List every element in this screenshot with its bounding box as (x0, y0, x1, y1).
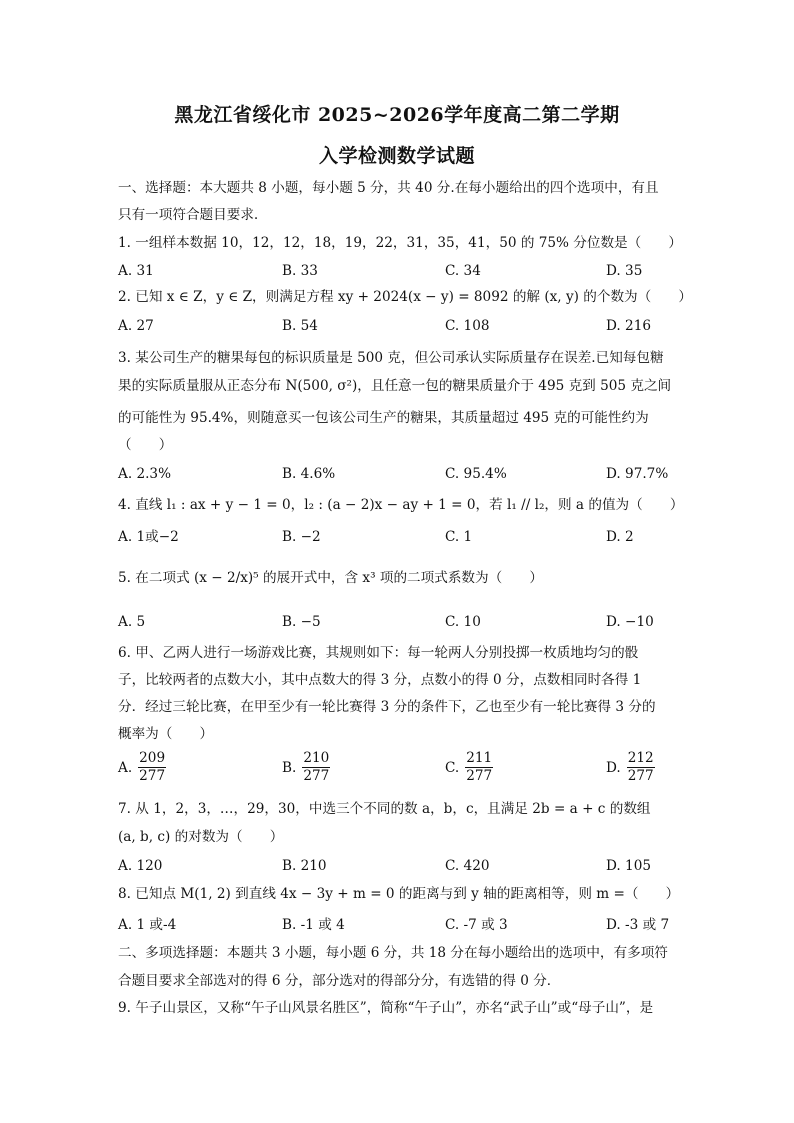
q5-option-d: D. −10 (606, 614, 654, 630)
question-4-text: 4. 直线 l₁ : ax + y − 1 = 0，l₂ : (a − 2)x − ay + 1 = 0，若 l₁ // l₂，则 a 的值为（ ） (118, 497, 684, 513)
q3-option-c: C. 95.4% (445, 466, 507, 482)
section1-instructions-line1: 一、选择题：本大题共 8 小题，每小题 5 分，共 40 分.在每小题给出的四个选项中，有且 (118, 180, 659, 196)
q3-option-a: A. 2.3% (118, 466, 171, 482)
q4-option-a: A. 1或−2 (118, 529, 179, 545)
question-7-line2: (a, b, c) 的对数为（ ） (118, 829, 284, 845)
q6-option-b-label: B. (282, 759, 297, 776)
question-6-line1: 6. 甲、乙两人进行一场游戏比赛，其规则如下：每一轮两人分别投掷一枚质地均匀的骰 (118, 645, 639, 661)
q6-option-d-numerator: 212 (627, 750, 654, 766)
question-1-text: 1. 一组样本数据 10，12，12，18，19，22，31，35，41，50 的 75% 分位数是（ ） (118, 235, 683, 251)
section2-instructions-line2: 合题目要求全部选对的得 6 分，部分选对的得部分分，有选错的得 0 分． (118, 973, 561, 989)
question-3-line4: （ ） (118, 437, 173, 453)
q1-option-a: A. 31 (118, 263, 154, 279)
question-8-options (118, 917, 678, 935)
q3-option-b: B. 4.6% (282, 466, 336, 482)
section2-instructions-line1: 二、多项选择题：本题共 3 小题，每小题 6 分，共 18 分在每小题给出的选项中，有多项符 (118, 945, 668, 961)
q7-option-c: C. 420 (445, 858, 490, 874)
question-7-options (118, 858, 678, 876)
q6-option-b-numerator: 210 (303, 750, 330, 766)
section1-instructions-line2: 只有一项符合题目要求. (118, 207, 259, 223)
q7-option-b: B. 210 (282, 858, 327, 874)
q6-option-d (606, 750, 655, 785)
question-3-line3: 的可能性为 95.4%，则随意买一包该公司生产的糖果，其质量超过 495 克的可能性约为 (118, 410, 649, 426)
q6-option-a-fraction (138, 750, 166, 785)
q6-option-d-label: D. (606, 759, 621, 776)
q2-option-c: C. 108 (445, 318, 490, 334)
q1-option-d: D. 35 (606, 263, 643, 279)
q8-option-d: D. -3 或 7 (606, 917, 670, 933)
q7-option-d: D. 105 (606, 858, 652, 874)
q5-option-c: C. 10 (445, 614, 481, 630)
question-5-text: 5. 在二项式 (x − 2/x)⁵ 的展开式中，含 x³ 项的二项式系数为（ ） (118, 570, 543, 586)
q6-option-c (445, 750, 493, 785)
q3-option-d: D. 97.7% (606, 466, 669, 482)
q7-option-a: A. 120 (118, 858, 163, 874)
q8-option-b: B. -1 或 4 (282, 917, 345, 933)
q6-option-b (282, 750, 330, 785)
q6-option-d-fraction (627, 750, 655, 785)
q4-option-b: B. −2 (282, 529, 321, 545)
question-1-options (118, 263, 678, 281)
question-2-options (118, 318, 678, 336)
q6-option-c-fraction (465, 750, 493, 785)
question-5-options (118, 614, 678, 632)
q6-option-b-denominator: 277 (303, 768, 330, 784)
question-6-line4: 概率为（ ） (118, 726, 214, 742)
exam-title-line2: 入学检测数学试题 (318, 145, 475, 167)
q2-option-a: A. 27 (118, 318, 154, 334)
q4-option-c: C. 1 (445, 529, 473, 545)
question-7-line1: 7. 从 1，2，3，…，29，30，中选三个不同的数 a，b，c，且满足 2b = a + c 的数组 (118, 801, 651, 817)
question-6-line2: 子，比较两者的点数大小，其中点数大的得 3 分，点数小的得 0 分，点数相同时各得 1 (118, 672, 642, 688)
q6-option-c-denominator: 277 (466, 768, 493, 784)
q2-option-d: D. 216 (606, 318, 652, 334)
q6-option-a-denominator: 277 (139, 768, 166, 784)
q6-option-a (118, 750, 166, 785)
q6-option-c-numerator: 211 (466, 750, 493, 766)
q5-option-a: A. 5 (118, 614, 146, 630)
question-6-line3: 分．经过三轮比赛，在甲至少有一轮比赛得 3 分的条件下，乙也至少有一轮比赛得 3 分的 (118, 699, 656, 715)
exam-title-line1: 黑龙江省绥化市 2025~2026学年度高二第二学期 (174, 104, 620, 126)
q6-option-c-label: C. (445, 759, 460, 776)
q6-option-a-numerator: 209 (139, 750, 166, 766)
question-3-line1: 3. 某公司生产的糖果每包的标识质量是 500 克，但公司承认实际质量存在误差.已知每包糖 (118, 350, 664, 366)
q6-option-a-label: A. (118, 759, 133, 776)
q6-option-b-fraction (302, 750, 330, 785)
q8-option-c: C. -7 或 3 (445, 917, 508, 933)
question-3-options (118, 466, 678, 484)
q2-option-b: B. 54 (282, 318, 318, 334)
question-8-text: 8. 已知点 M(1, 2) 到直线 4x − 3y + m = 0 的距离与到 y 轴的距离相等，则 m =（ ） (118, 886, 680, 902)
q8-option-a: A. 1 或-4 (118, 917, 177, 933)
question-4-options (118, 529, 678, 547)
question-6-options (118, 750, 678, 790)
q1-option-b: B. 33 (282, 263, 318, 279)
question-3-line2: 果的实际质量服从正态分布 N(500, σ²)，且任意一包的糖果质量介于 495 克到 505 克之间 (118, 378, 672, 394)
q1-option-c: C. 34 (445, 263, 481, 279)
q4-option-d: D. 2 (606, 529, 634, 545)
q6-option-d-denominator: 277 (627, 768, 654, 784)
question-9-line1: 9. 午子山景区，又称“午子山风景名胜区”，简称“午子山”，亦名“武子山”或“母子山”，是 (118, 1000, 654, 1016)
question-2-text: 2. 已知 x ∈ Z，y ∈ Z，则满足方程 xy + 2024(x − y) = 8092 的解 (x, y) 的个数为（ ） (118, 289, 693, 305)
q5-option-b: B. −5 (282, 614, 321, 630)
